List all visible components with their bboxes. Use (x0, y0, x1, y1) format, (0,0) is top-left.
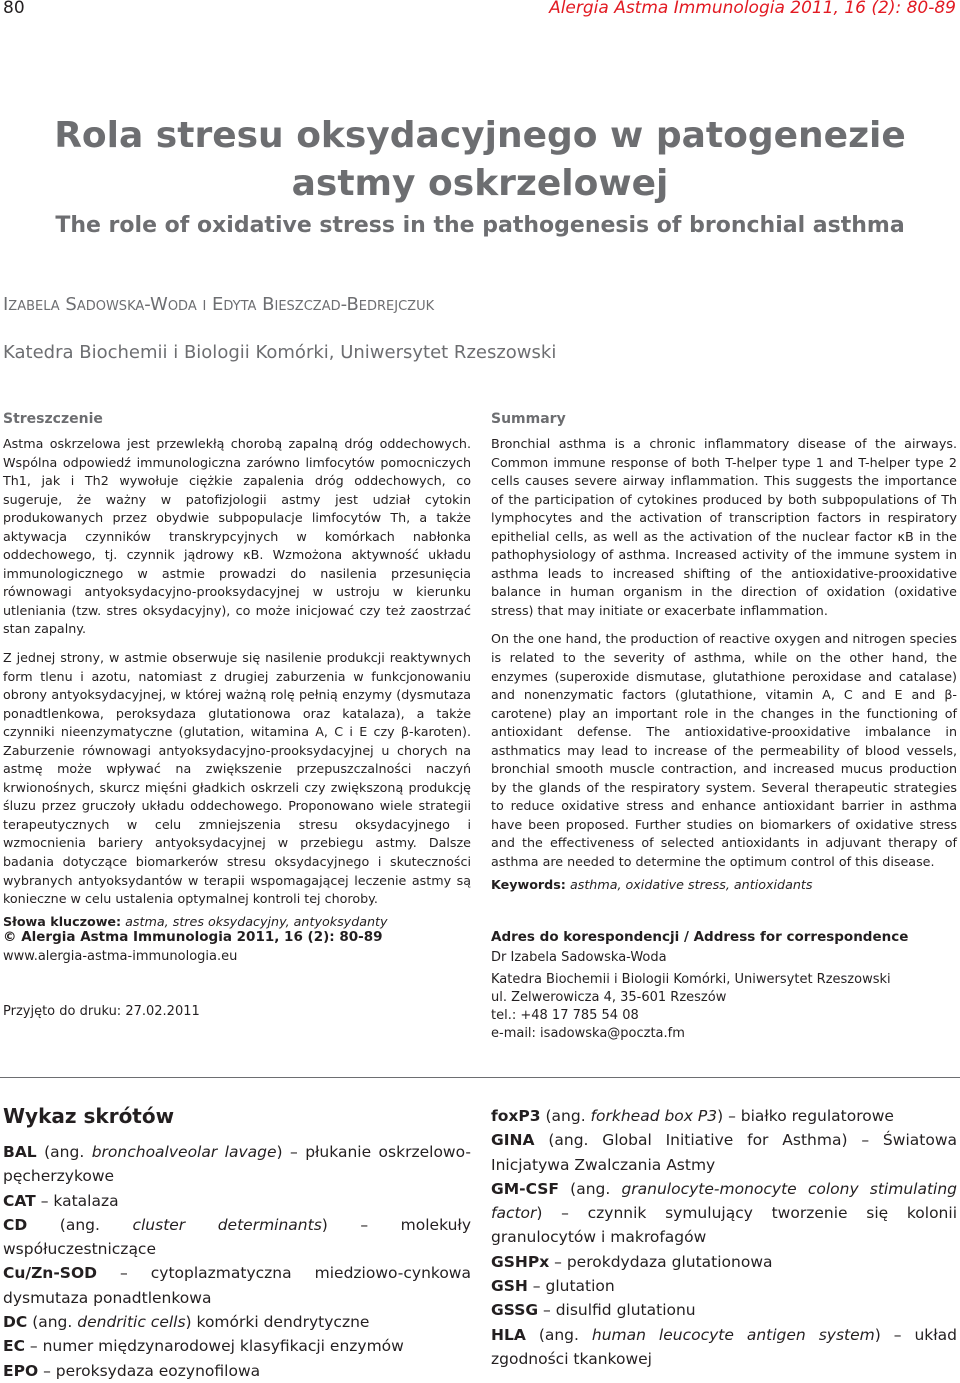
abstract-english-paragraph: On the one hand, the production of reactive oxygen and nitrogen species is related to the severity of asthma, while on the other hand, the enzymes (superoxide dismutase, glutathione peroxidase and catalase) and nonenzymatic factors (glutathione, vitamin A, C and E and β-carotene) play an important role in the changes in the functioning of antioxidant defense. The antioxidative-prooxidative imbalance in asthmatics may lead to increase of the permeability of blood vessels, bronchial smooth muscle contraction, and increased mucus production by the glands of the respiratory system. Several therapeutic strategies to reduce oxidative stress and enhance antioxidant barrier in asthma have been proposed. Further studies on biomarkers of oxidative stress and the effectiveness of selected antioxidants in adjuvant therapy of asthma are needed to determine the optimum control of this disease. (491, 631, 957, 870)
keywords-english (491, 876, 957, 895)
abstract-polish-paragraph: Astma oskrzelowa jest przewlekłą chorobą zapalną dróg oddechowych. Wspólna odpowiedź immunologiczna zarówno limfocytów pomocniczych Th1, jak i Th2 wywołuje ciężkie zapalenia dróg oddechowych, co sugeruje, że ważny w patofizjologii astmy jest udział cytokin produkowanych przez obydwie subpopulacje limfocytów Th, a także aktywacja czynników transkrypcyjnych w komórkach nabłonka oddechowego, tj. czynnik jądrowy κB. Wzmożona aktywność układu immunologicznego w astmie prowadzi do nasilenia przesunięcia równowagi antyoksydacyjno-prooksydacyjnej w ustroju w kierunku utleniania (tzw. stres oksydacyjny), co może inicjować czy też zaostrzać stan zapalny. (3, 436, 471, 637)
abbreviation-entry (3, 1140, 471, 1189)
journal-website-link[interactable]: www.alergia-astma-immunologia.eu (3, 949, 238, 964)
correspondence-institution: Katedra Biochemii i Biologii Komórki, Uniwersytet Rzeszowski (491, 972, 891, 987)
received-date: Przyjęto do druku: 27.02.2011 (3, 1004, 200, 1019)
abbreviation-entry (491, 1177, 957, 1250)
abbreviation-term: DC (3, 1313, 28, 1332)
abbreviation-entry (3, 1334, 471, 1358)
abbreviation-entry (491, 1298, 957, 1322)
abbreviation-pre: (ang. (32, 1313, 78, 1332)
copyright-line: © Alergia Astma Immunologia 2011, 16 (2): 80-89 (3, 929, 383, 945)
abbreviation-pre: (ang. (570, 1179, 622, 1198)
correspondence-heading: Adres do korespondencji / Address for correspondence (491, 929, 909, 945)
abbreviation-term: Cu/Zn-SOD (3, 1264, 97, 1283)
abbreviations-left-column (3, 1140, 471, 1383)
abbreviation-definition: ) – czynnik symulujący tworzenie się kolonii granulocytów i makrofagów (491, 1204, 957, 1247)
abbreviation-definition: – cytoplazmatyczna miedziowo-cynkowa dysmutaza ponadtlenkowa (3, 1264, 471, 1307)
abbreviation-term: CAT (3, 1191, 36, 1210)
abbreviation-english-term: bronchoalveolar lavage (91, 1143, 277, 1161)
abbreviation-entry (491, 1274, 957, 1298)
abbreviation-definition: – katalaza (40, 1191, 119, 1210)
abbreviation-entry (3, 1310, 471, 1334)
abbreviation-pre: (ang. Global Initiative for Asthma) – Światowa Inicjatywa Zwalczania Astmy (491, 1131, 957, 1174)
correspondence-phone: tel.: +48 17 785 54 08 (491, 1008, 639, 1023)
correspondence-block (491, 928, 957, 1043)
abstract-english (491, 411, 957, 894)
article-title-polish: Rola stresu oksydacyjnego w patogenezie astmy oskrzelowej (54, 115, 906, 204)
affiliation: Katedra Biochemii i Biologii Komórki, Uniwersytet Rzeszowski (3, 342, 557, 363)
abbreviation-definition: ) – układ zgodności tkankowej (491, 1325, 957, 1368)
correspondence-name: Dr Izabela Sadowska-Woda (491, 950, 667, 965)
abstract-polish-paragraph: Z jednej strony, w astmie obserwuje się nasilenie produkcji reaktywnych form tlenu i azotu, natomiast z drugiej zaburzenia w funkcjonowaniu obrony antyoksydacyjnej, w której ważną rolę pełnią enzymy (dysmutaza ponadtlenkowa, peroksydaza glutationowa oraz katalaza), a także czynniki nieenzymatyczne (glutation, witamina A, C i E czy β-karoten). Zaburzenie równowagi antyoksydacyjno-prooksydacyjnej u chorych na astmę może wpływać na zwiększenie przepuszczalności naczyń krwionośnych, skurcz mięśni gładkich oskrzeli czy zwiększoną produkcję śluzu przez gruczoły układu oddechowego. Proponowano wiele strategii terapeutycznych w celu zmniejszenia stresu oksydacyjnego i wzmocnienia bariery antyoksydacyjnej w przebiegu astmy. Dalsze badania dotyczące biomarkerów stresu oksydacyjnego i skuteczności wybranych antyoksydantów w terapii wspomagającej leczenie astmy są konieczne w celu ustalenia optymalnej kontroli tej choroby. (3, 650, 471, 907)
abbreviation-pre: (ang. (545, 1107, 591, 1125)
abbreviation-term: CD (3, 1215, 28, 1234)
keywords-value: astma, stres oksydacyjny, antyoksydanty (125, 913, 388, 929)
abbreviation-term: GINA (491, 1131, 535, 1150)
abbreviation-entry (3, 1213, 471, 1262)
abbreviations-right-column (491, 1104, 957, 1371)
abbreviation-term: GSSG (491, 1301, 539, 1320)
abstract-english-paragraph: Bronchial asthma is a chronic inflammatory disease of the airways. Common immune response of both T-helper type 1 and T-helper type 2 cells causes severe airway inflammation. This suggests the importance of the participation of cytokines produced by both subpopulations of Th lymphocytes and the activation of transcription factors in respiratory epithelial cells, as well as the activation of the nuclear factor κB in the pathophysiology of asthma. Increased activity of the immune system in asthma leads to increased shifting of the antioxidative-prooxidative balance in human organism in the direction of oxidation (oxidative stress) that may initiate or exacerbate inflammation. (491, 436, 957, 618)
correspondence-address: ul. Zelwerowicza 4, 35-601 Rzeszów (491, 990, 727, 1005)
abbreviation-entry (3, 1261, 471, 1310)
abbreviation-pre: (ang. (538, 1325, 592, 1344)
keywords-value: asthma, oxidative stress, antioxidants (569, 876, 813, 892)
article-title-english: The role of oxidative stress in the pathogenesis of bronchial asthma (55, 213, 905, 238)
section-divider (0, 1077, 960, 1078)
abbreviation-pre: (ang. (44, 1143, 92, 1161)
abbreviation-entry (3, 1359, 471, 1383)
abbreviation-definition: – perokdydaza glutationowa (554, 1252, 773, 1271)
abbreviation-english-term: cluster determinants (132, 1215, 322, 1234)
abbreviation-entry (491, 1128, 957, 1177)
abbreviation-english-term: human leucocyte antigen system (591, 1325, 875, 1344)
abbreviation-definition: – peroksydaza eozynofilowa (43, 1361, 261, 1380)
abbreviation-english-term: forkhead box P3 (590, 1107, 718, 1125)
abbreviation-entry (491, 1323, 957, 1372)
correspondence-email[interactable]: e-mail: isadowska@poczta.fm (491, 1026, 685, 1041)
abbreviation-definition: – numer międzynarodowej klasyfikacji enzymów (29, 1337, 404, 1356)
abbreviation-definition: ) komórki dendrytyczne (185, 1313, 370, 1332)
abbreviation-term: GM-CSF (491, 1179, 559, 1198)
abbreviations-title: Wykaz skrótów (3, 1104, 175, 1128)
abstract-polish (3, 411, 471, 931)
page-number: 80 (3, 0, 25, 18)
abbreviation-entry (491, 1104, 957, 1128)
abbreviation-definition: – disulfid glutationu (543, 1301, 696, 1320)
copyright-block (3, 928, 471, 966)
abstract-english-heading: Summary (491, 411, 566, 427)
abstract-polish-heading: Streszczenie (3, 411, 103, 427)
abbreviation-entry (491, 1250, 957, 1274)
abbreviation-term: HLA (491, 1325, 526, 1344)
abbreviation-definition: – glutation (532, 1277, 615, 1296)
abbreviation-english-term: dendritic cells (77, 1313, 186, 1332)
abbreviation-definition: ) – płukanie oskrzelowo-pęcherzykowe (3, 1143, 471, 1186)
journal-header: Alergia Astma Immunologia 2011, 16 (2): 80-89 (549, 0, 956, 18)
abbreviation-term: EPO (3, 1361, 39, 1380)
keywords-label: Keywords: (491, 876, 566, 892)
abbreviation-term: GSH (491, 1277, 528, 1296)
abbreviation-english-term: granulocyte-monocyte colony stimulating factor (491, 1179, 957, 1223)
abbreviation-definition: ) – białko regulatorowe (717, 1107, 894, 1125)
abbreviation-term: BAL (3, 1143, 37, 1161)
abbreviation-term: EC (3, 1337, 25, 1356)
abbreviation-term: foxP3 (491, 1107, 541, 1125)
abbreviation-pre: (ang. (59, 1215, 133, 1234)
keywords-label: Słowa kluczowe: (3, 913, 122, 929)
authors: Izabela Sadowska-Woda i Edyta Bieszczad-Bedrejczuk (3, 294, 435, 315)
abbreviation-definition: ) – molekuły współuczestniczące (3, 1215, 471, 1259)
abbreviation-term: GSHPx (491, 1252, 550, 1271)
abbreviation-entry (3, 1189, 471, 1213)
